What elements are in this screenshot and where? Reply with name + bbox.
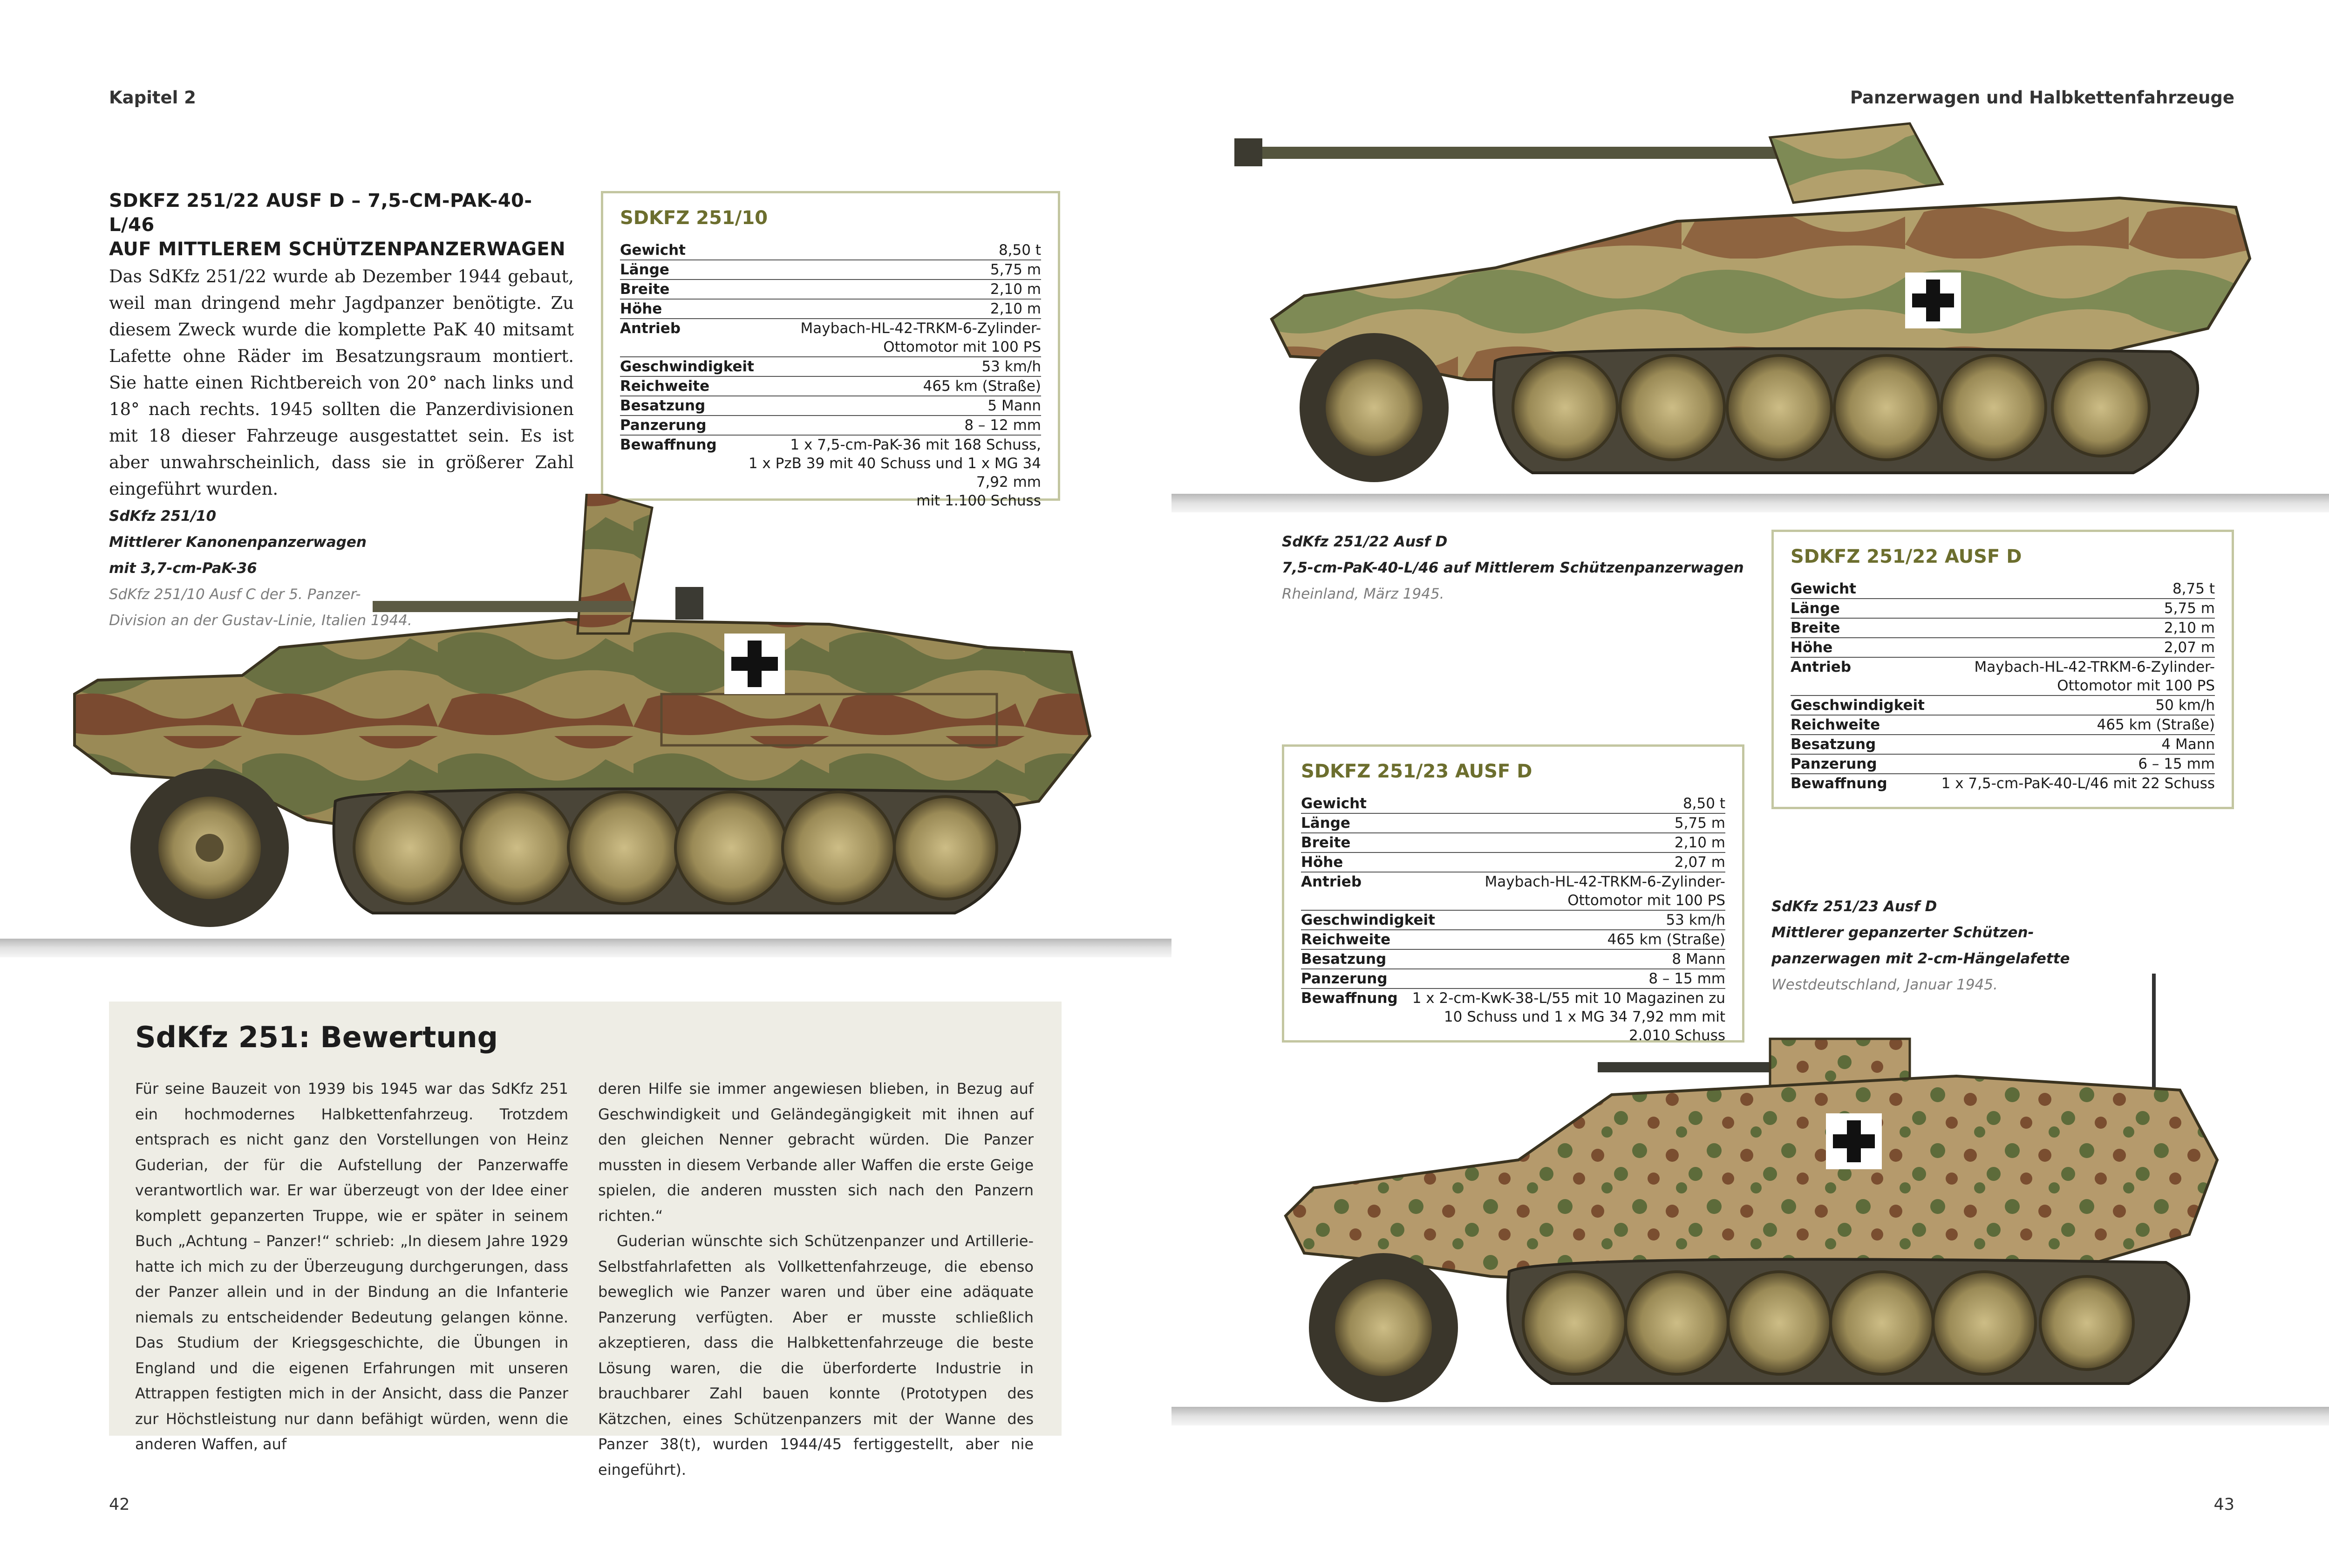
section-header: Panzerwagen und Halbkettenfahrzeuge <box>1850 88 2234 108</box>
spec-title: SDKFZ 251/23 AUSF D <box>1301 761 1532 782</box>
evaluation-column-2: deren Hilfe sie immer angewiesen blieben, in Bezug auf Geschwindigkeit und Geländegängigkeit mit ihnen auf den gleichen Nenner gebracht würden. Die Panzer mussten in diesem Verbande aller Waffen die erste Geige spielen, die anderen mussten sich nach den Panzern richten.“ Guderian wünschte sich Schützenpanzer und Artillerie-Selbstfahrlafetten als Vollkettenfahrzeuge, die ebenso beweglich wie Panzer waren und über eine adäquate Panzerung verfügten. Aber er musste schließlich akzeptieren, dass die Halbkettenfahrzeuge die beste Lösung waren, die die überforderte Industrie in brauchbarer Zahl bauen konnte (Prototypen des Kätzchen, eines Schützenpanzers mit der Wanne des Panzer 38(t), wurden 1944/45 fertiggestellt, aber nie eingeführt). <box>598 1080 1034 1479</box>
spec-row-armament: Bewaffnung 1 x 2-cm-KwK-38-L/55 mit 10 Magazinen zu 10 Schuss und 1 x MG 34 7,92 mm mit 2.010 Schuss <box>1301 990 1725 1044</box>
spec-row-engine: Antrieb Maybach-HL-42-TRKM-6-Zylinder- Ottomotor mit 100 PS <box>620 319 1041 357</box>
balkenkreuz-icon <box>1905 273 1961 328</box>
spec-row-speed: Geschwindigkeit 50 km/h <box>1791 696 2215 716</box>
caption-251-10: SdKfz 251/10 Mittlerer Kanonenpanzerwagen mit 3,7-cm-PaK-36 SdKfz 251/10 Ausf C der 5. Panzer- Division an der Gustav-Linie, Italien 1944. <box>109 508 412 629</box>
spec-row-width: Breite 2,10 m <box>620 280 1041 300</box>
evaluation-title: SdKfz 251: Bewertung <box>135 1020 498 1054</box>
spec-row-length: Länge 5,75 m <box>1301 814 1725 833</box>
spec-row-armament: Bewaffnung 1 x 7,5-cm-PaK-40-L/46 mit 22 Schuss <box>1791 775 2215 792</box>
spec-row-armour: Panzerung 8 – 15 mm <box>1301 969 1725 989</box>
spec-box-251-10 <box>601 191 1060 509</box>
spec-row-crew: Besatzung 8 Mann <box>1301 950 1725 969</box>
spec-box-251-22 <box>1771 530 2234 809</box>
evaluation-box <box>109 1002 1062 1479</box>
spec-row-armour: Panzerung 6 – 15 mm <box>1791 755 2215 774</box>
spec-row-weight: Gewicht 8,50 t <box>620 241 1041 260</box>
spec-row-armour: Panzerung 8 – 12 mm <box>620 416 1041 436</box>
spec-row-engine: Antrieb Maybach-HL-42-TRKM-6-Zylinder- Ottomotor mit 100 PS <box>1791 658 2215 696</box>
chapter-header: Kapitel 2 <box>109 88 196 108</box>
spec-row-range: Reichweite 465 km (Straße) <box>1301 930 1725 950</box>
page-number-left: 42 <box>109 1495 130 1514</box>
article-body: Das SdKfz 251/22 wurde ab Dezember 1944 gebaut, weil man dringend mehr Jagdpanzer benötigte. Zu diesem Zweck wurde die komplette PaK 40 mitsamt Lafette ohne Räder im Besatzungsraum montiert. Sie hatte einen Richtbereich von 20° nach links und 18° nach rechts. 1945 sollten die Panzerdivisionen mit 18 dieser Fahrzeuge ausgestattet sein. Es ist aber unwahrscheinlich, dass sie in größerer Zahl eingeführt wurden. <box>109 266 574 499</box>
spec-row-height: Höhe 2,07 m <box>1301 853 1725 873</box>
spec-row-range: Reichweite 465 km (Straße) <box>1791 716 2215 735</box>
spec-row-armament: Bewaffnung 1 x 7,5-cm-PaK-36 mit 168 Schuss, 1 x PzB 39 mit 40 Schuss und 1 x MG 34 7,92 mm mit 1.100 Schuss <box>620 436 1041 509</box>
vehicle-illustration-251-22 <box>1234 119 2282 505</box>
spec-row-weight: Gewicht 8,75 t <box>1791 579 2215 599</box>
vehicle-illustration-251-23 <box>1258 974 2282 1421</box>
spec-row-height: Höhe 2,07 m <box>1791 638 2215 658</box>
caption-251-23: SdKfz 251/23 Ausf D Mittlerer gepanzerter Schützen- panzerwagen mit 2-cm-Hängelafette Westdeutschland, Januar 1945. <box>1771 898 2070 993</box>
spec-row-crew: Besatzung 5 Mann <box>620 396 1041 416</box>
page-number-right: 43 <box>2213 1495 2234 1514</box>
spec-row-width: Breite 2,10 m <box>1301 833 1725 853</box>
balkenkreuz-icon <box>724 634 785 694</box>
spec-row-weight: Gewicht 8,50 t <box>1301 794 1725 814</box>
spec-row-speed: Geschwindigkeit 53 km/h <box>620 357 1041 377</box>
spec-row-engine: Antrieb Maybach-HL-42-TRKM-6-Zylinder- Ottomotor mit 100 PS <box>1301 873 1725 911</box>
spec-row-speed: Geschwindigkeit 53 km/h <box>1301 911 1725 930</box>
spec-row-range: Reichweite 465 km (Straße) <box>620 377 1041 396</box>
balkenkreuz-icon <box>1826 1113 1882 1169</box>
spec-row-length: Länge 5,75 m <box>1791 599 2215 619</box>
spec-title: SDKFZ 251/22 AUSF D <box>1791 546 2022 567</box>
spec-row-height: Höhe 2,10 m <box>620 300 1041 319</box>
article-title-line1: SDKFZ 251/22 AUSF D – 7,5-CM-PAK-40-L/46 <box>109 190 532 236</box>
spec-row-length: Länge 5,75 m <box>620 260 1041 280</box>
spec-title: SDKFZ 251/10 <box>620 207 768 229</box>
evaluation-column-1: Für seine Bauzeit von 1939 bis 1945 war das SdKfz 251 ein hochmodernes Halbkettenfahrzeug. Trotzdem entsprach es nicht ganz den Vorstellungen von Heinz Guderian, der für die Aufstellung der Panzerwaffe verantwortlich war. Er war überzeugt von der Idee einer komplett gepanzerten Truppe, wie er später in seinem Buch „Achtung – Panzer!“ schrieb: „In diesem Jahre 1929 hatte ich mich zu der Überzeugung durchgerungen, dass der Panzer allein und in der Bindung an die Infanterie niemals zu entscheidender Bedeutung gelangen könne. Das Studium der Kriegsgeschichte, die Übungen in England und die eigenen Erfahrungen mit unseren Attrappen festigten mich in der Ansicht, dass die Panzer zur Höchstleistung nur dann befähigt würden, wenn die anderen Waffen, auf <box>135 1080 568 1453</box>
spec-row-width: Breite 2,10 m <box>1791 619 2215 638</box>
spec-row-crew: Besatzung 4 Mann <box>1791 735 2215 755</box>
article <box>109 189 574 502</box>
article-title-line2: AUF MITTLEREM SCHÜTZENPANZERWAGEN <box>109 239 566 260</box>
caption-251-22: SdKfz 251/22 Ausf D 7,5-cm-PaK-40-L/46 auf Mittlerem Schützenpanzerwagen Rheinland, März 1945. <box>1282 533 1744 602</box>
vehicle-illustration-251-10 <box>47 494 1118 955</box>
